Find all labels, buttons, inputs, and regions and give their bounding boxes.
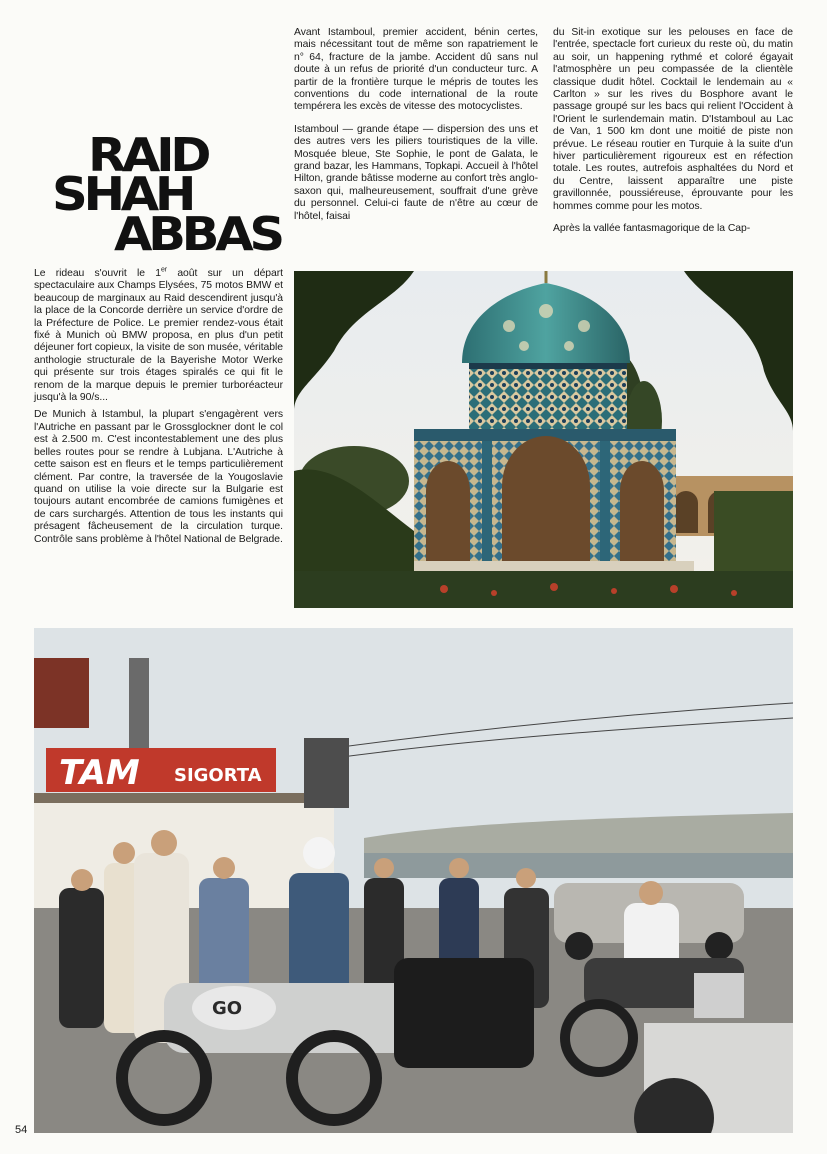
- paragraph: Avant Istamboul, premier accident, bénin certes, mais nécessitant tout de même son rapatriement le n° 64, fracture de la jambe. Accident dû sans nul doute à un refus de priorité d'un conducteur turc. A partir de la frontière turque le mépris de toutes les conventions du code international de la route tempérera les excès de vitesse des motocyclistes.: [294, 27, 538, 113]
- bike-plate: GO: [212, 998, 243, 1019]
- sign-word: SIGORTA: [174, 765, 262, 786]
- title-line-abbas: ABBAS: [114, 207, 281, 261]
- text-column-left: [34, 268, 283, 551]
- sign-brand: TAM: [59, 753, 140, 793]
- title-line-shah: SHAH: [52, 167, 193, 221]
- mosque-photo: [294, 271, 793, 608]
- paragraph: Après la vallée fantasmagorique de la Cap-: [553, 223, 751, 235]
- port-photo: [34, 628, 793, 1133]
- title-line-raid: RAID: [88, 128, 208, 182]
- paragraph: Istamboul — grande étape — dispersion des uns et des autres vers les piliers touristiques de la ville. Mosquée bleue, Ste Sophie, le pont de Galata, le grand bazar, les Hammans, Topkapi. Accueil à l'hôtel Hilton, grande bâtisse moderne au confort très anglo-saxon qui, malheureusement, souffrait d'une grève du personnel. Celui-ci faute de n'être au cœur de l'hôtel, faisai: [294, 123, 538, 222]
- page-number: 54: [15, 1124, 28, 1136]
- text-column-right: [553, 27, 793, 241]
- port-illustration: [34, 628, 793, 1133]
- paragraph: Le rideau s'ouvrit le 1er août sur un départ spectaculaire aux Champs Elysées, 75 motos BMW et beaucoup de marginaux au Raid descendirent jusqu'à la place de la Concorde derrière un service d'ordre de la Préfecture de Police. Le premier rendez-vous était fixé à Munich où BMW proposa, en plus d'un petit déjeuner fort copieux, la visite de son musée, véritable anthologie structurale de la Bayerishe Motor Werke qui présente sur trois étages spiralés ce qui fit le renom de la marque depuis le premier turboréacteur jusqu'à la 90/s...: [34, 266, 284, 404]
- paragraph: du Sit-in exotique sur les pelouses en face de l'entrée, spectacle fort curieux du reste où, du matin au soir, un happening rythmé et coloré égayait l'atmosphère un peu compassée de la clientèle classique dudit hôtel. Cocktail le lendemain au « Carlton » sur les rives du Bosphore avant le passage groupé sur les bacs qui relient l'Occident à l'Orient le surlendemain matin. D'Istamboul au Lac de Van, 1 500 km dont une moitié de piste non prévue. Le réseau routier en Turquie à la suite d'un hiver particulièrement rigoureux est en réfection totale. Les routes, autrefois asphaltées du Nord et du Centre, laissent apparaître une piste gravillonnée, poussiéreuse, éprouvante pour les hommes comme pour les motos.: [553, 27, 793, 212]
- mosque-illustration: [294, 271, 793, 608]
- paragraph: De Munich à Istambul, la plupart s'engagèrent vers l'Autriche en passant par le Grossglockner dont le col est à 2.500 m. C'est incontestablement une des plus belles routes pour se rendre à Lubjana. L'Autriche à cette saison est en fleurs et le temps particulièrement clément. Par contre, la traversée de la Yougoslavie quand on utilise la voie directe sur la Bulgarie est toujours autant encombrée de camions fumigènes et de cars surchargés. Attention de tous les instants qui présagent fâcheusement de la circulation turque. Contrôle sans problème à l'hôtel National de Belgrade.: [34, 409, 283, 545]
- article-title: [52, 128, 282, 262]
- text-column-middle: [294, 27, 538, 228]
